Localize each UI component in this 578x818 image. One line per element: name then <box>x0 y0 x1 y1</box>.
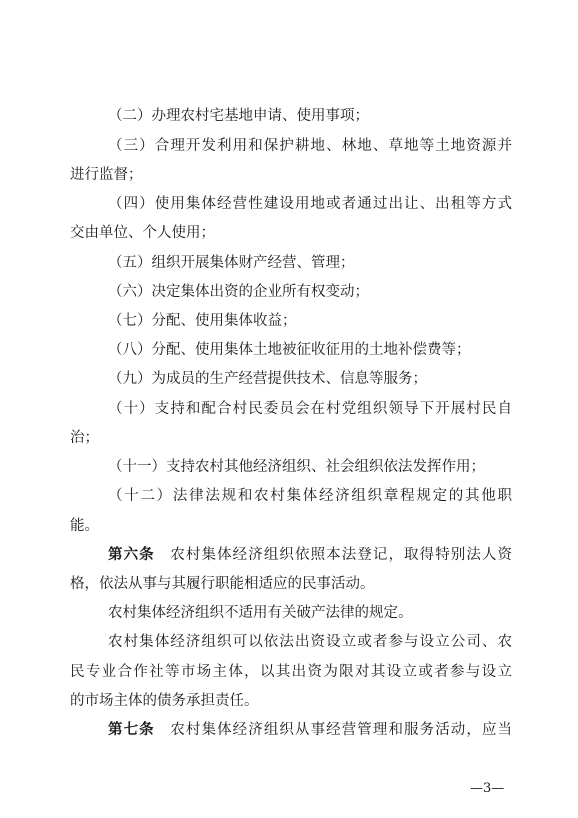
text-line: 能。 <box>70 518 99 534</box>
text-line: （十一）支持农村其他经济组织、社会组织依法发挥作用； <box>108 459 485 475</box>
text-line: （九）为成员的生产经营提供技术、信息等服务； <box>108 371 427 387</box>
text-line: （十二）法律法规和农村集体经济组织章程规定的其他职 <box>108 488 512 504</box>
text-line: 农村集体经济组织从事经营管理和服务活动，应当 <box>170 722 513 738</box>
text-line: （八）分配、使用集体土地被征收征用的土地补偿费等； <box>108 342 471 358</box>
text-line: 治； <box>70 430 99 446</box>
text-line: 农村集体经济组织不适用有关破产法律的规定。 <box>108 605 413 621</box>
article-7-paragraph <box>70 720 512 740</box>
text-line: （六）决定集体出资的企业所有权变动； <box>108 284 369 300</box>
text-line: 交由单位、个人使用； <box>70 225 215 241</box>
text-line: 格，依法从事与其履行职能相适应的民事活动。 <box>70 576 375 592</box>
article-7-heading: 第七条 <box>108 721 155 738</box>
text-line: 进行监督； <box>70 167 143 183</box>
text-line: （三）合理开发利用和保护耕地、林地、草地等土地资源并 <box>108 138 512 154</box>
text-line: （十）支持和配合村民委员会在村党组织领导下开展村民自 <box>108 401 512 417</box>
text-line: 民专业合作社等市场主体，以其出资为限对其设立或者参与设立 <box>70 664 512 680</box>
text-line: 农村集体经济组织可以依法出资设立或者参与设立公司、农 <box>108 634 512 650</box>
article-6-heading: 第六条 <box>108 546 155 563</box>
text-line: （七）分配、使用集体收益； <box>108 313 297 329</box>
text-line: （五）组织开展集体财产经营、管理； <box>108 255 355 271</box>
text-line: 的市场主体的债务承担责任。 <box>70 693 259 709</box>
text-line: 农村集体经济组织依照本法登记，取得特别法人资 <box>170 547 513 563</box>
text-line: （二）办理农村宅基地申请、使用事项； <box>108 108 369 124</box>
article-6-paragraph <box>70 545 512 565</box>
text-line: （四）使用集体经营性建设用地或者通过出让、出租等方式 <box>108 196 512 212</box>
page-number: —3— <box>470 781 505 796</box>
